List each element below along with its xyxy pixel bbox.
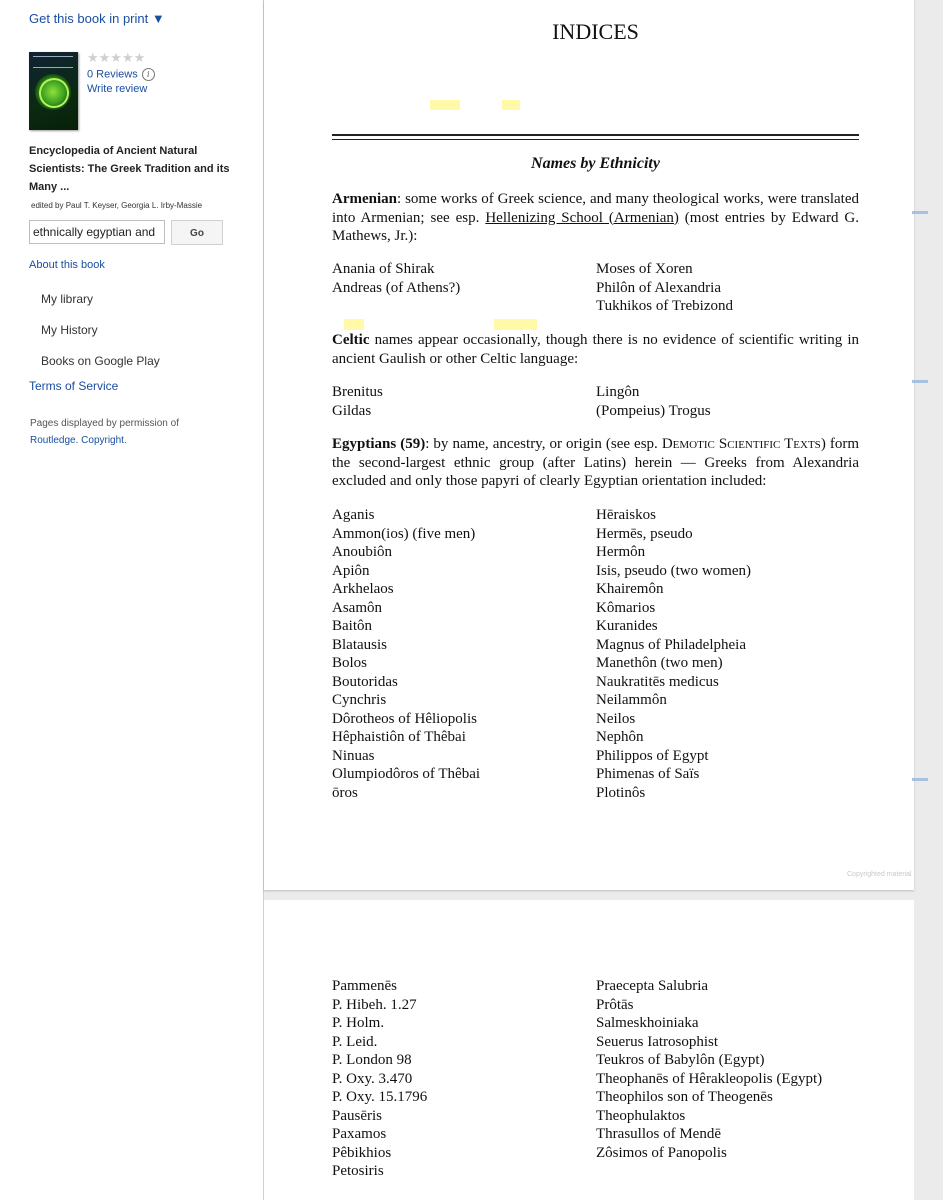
name-entry: P. Oxy. 15.1796	[332, 1089, 428, 1105]
name-entry: Aganis	[332, 507, 375, 523]
name-entry: Phimenas of Saïs	[596, 766, 700, 782]
get-book-in-print-link[interactable]: Get this book in print ▼	[29, 11, 165, 26]
reviews-row	[87, 68, 155, 81]
name-entry: Plotinôs	[596, 784, 646, 801]
armenian-paragraph: Armenian: some works of Greek science, and many theological works, were translated into Armenian; see esp. Hellenizing School (Armenian) (most entries by Edward G. Mathews, Jr.):	[332, 191, 859, 244]
reviews-link[interactable]: 0 Reviews	[87, 68, 138, 81]
name-entry: Ninuas	[332, 747, 375, 764]
divider	[332, 139, 859, 140]
book-cover-thumbnail[interactable]	[29, 52, 78, 130]
permission-notice: Pages displayed by permission of Routledge. Copyright.	[30, 418, 179, 446]
name-entry: Apiôn	[332, 562, 370, 579]
name-entry: Teukros of Babylôn (Egypt)	[596, 1052, 765, 1068]
name-entry: Nephôn	[596, 729, 644, 745]
section-heading: Names by Ethnicity	[531, 155, 660, 172]
name-entry: Anoubiôn	[332, 544, 392, 560]
name-entry: Theophanēs of Hêrakleopolis (Egypt)	[596, 1070, 823, 1087]
egyptian-names-left	[332, 506, 480, 802]
name-entry: Tukhikos of Trebizond	[596, 298, 733, 314]
book-page	[264, 0, 914, 890]
armenian-names-right	[596, 260, 733, 316]
name-entry: Prôtās	[596, 996, 634, 1013]
scroll-marker[interactable]	[912, 380, 928, 383]
name-entry: ōros	[332, 784, 358, 801]
publisher-link[interactable]: Routledge	[30, 435, 76, 446]
scroll-marker[interactable]	[912, 778, 928, 781]
write-review-link[interactable]: Write review	[87, 83, 148, 95]
about-this-book-link[interactable]: About this book	[29, 259, 105, 271]
name-entry: P. London 98	[332, 1052, 412, 1068]
name-entry: Moses of Xoren	[596, 261, 693, 277]
name-entry: Hermôn	[596, 544, 646, 560]
celtic-names-right	[596, 383, 711, 420]
permission-text: Pages displayed by permission of	[30, 418, 179, 429]
name-entry: Philôn of Alexandria	[596, 279, 721, 296]
name-entry: Boutoridas	[332, 673, 398, 690]
name-entry: Andreas (of Athens?)	[332, 279, 461, 296]
name-entry: Blatausis	[332, 636, 387, 653]
name-entry: Neilos	[596, 710, 636, 727]
name-entry: Olumpiodôros of Thêbai	[332, 766, 481, 782]
name-entry: Salmeskhoiniaka	[596, 1015, 699, 1031]
name-entry: P. Leid.	[332, 1033, 378, 1050]
sidebar	[0, 0, 263, 1200]
celtic-names-left	[332, 383, 383, 420]
egyptians-paragraph: Egyptians (59): by name, ancestry, or origin (see esp. Demotic Scientific Texts) form the second-largest ethnic group (after Latins) herein — Greeks from Alexandria excluded and only those papyri of clearly Egyptian orientation included:	[332, 436, 859, 489]
copyright-link[interactable]: Copyright	[81, 435, 124, 446]
book-page	[264, 900, 914, 1200]
name-entry: Naukratitēs medicus	[596, 673, 719, 690]
name-entry: Lingôn	[596, 384, 640, 400]
name-entry: Ammon(ios) (five men)	[332, 525, 476, 542]
name-entry: Khairemôn	[596, 581, 664, 597]
terms-of-service-link[interactable]: Terms of Service	[29, 379, 119, 393]
name-entry: Zôsimos of Panopolis	[596, 1144, 727, 1161]
celtic-paragraph: Celtic names appear occasionally, though there is no evidence of scientific writing in ancient Gaulish or other Celtic language:	[332, 332, 859, 367]
name-entry: Bolos	[332, 655, 368, 671]
rating-stars: ★★★★★	[87, 50, 146, 65]
search-in-book-input[interactable]	[29, 220, 165, 244]
name-entry: Baitôn	[332, 618, 372, 634]
name-entry: Philippos of Egypt	[596, 747, 709, 764]
name-entry: Hêphaistiôn of Thêbai	[332, 729, 466, 745]
name-entry: Kômarios	[596, 599, 656, 616]
name-entry: Arkhelaos	[332, 581, 394, 597]
search-highlight	[494, 319, 537, 330]
nav-books-on-google-play[interactable]: Books on Google Play	[41, 354, 160, 368]
page-heading: INDICES	[552, 19, 639, 44]
name-entry: Manethôn (two men)	[596, 655, 723, 671]
search-highlight	[430, 100, 460, 110]
name-entry: Gildas	[332, 402, 372, 419]
egyptian-names-right	[596, 506, 751, 802]
name-entry: Praecepta Salubria	[596, 978, 709, 994]
name-entry: Cynchris	[332, 692, 387, 708]
name-entry: Pêbikhios	[332, 1144, 392, 1161]
name-entry: P. Holm.	[332, 1015, 385, 1031]
go-button[interactable]: Go	[171, 220, 223, 245]
name-entry: Magnus of Philadelpheia	[596, 636, 746, 653]
name-entry: Dôrotheos of Hêliopolis	[332, 710, 477, 727]
name-entry: Neilammôn	[596, 692, 667, 708]
name-entry: Seuerus Iatrosophist	[596, 1033, 719, 1050]
info-icon[interactable]: i	[142, 68, 155, 81]
book-title: Encyclopedia of Ancient Natural Scientists: The Greek Tradition and its Many ...	[29, 145, 230, 193]
name-entry: Kuranides	[596, 618, 658, 634]
search-highlight	[344, 319, 364, 330]
name-entry: Anania of Shirak	[332, 261, 435, 277]
nav-my-library[interactable]: My library	[41, 292, 94, 306]
hellenizing-school-link: Hellenizing School (Armenian)	[485, 209, 679, 226]
name-entry: Theophulaktos	[596, 1107, 686, 1124]
book-viewer[interactable]	[263, 0, 943, 1200]
name-entry: Pammenēs	[332, 978, 397, 994]
name-entry: Pausēris	[332, 1107, 382, 1124]
egyptian-names-right-cont	[596, 977, 822, 1162]
book-authors: edited by Paul T. Keyser, Georgia L. Irby-Massie	[31, 201, 203, 210]
nav-my-history[interactable]: My History	[41, 323, 98, 337]
name-entry: Hēraiskos	[596, 507, 656, 523]
name-entry: P. Oxy. 3.470	[332, 1070, 413, 1087]
name-entry: Hermēs, pseudo	[596, 525, 693, 542]
egyptian-names-left-cont	[332, 977, 427, 1181]
divider	[332, 134, 859, 136]
name-entry: Thrasullos of Mendē	[596, 1126, 721, 1142]
copyright-watermark: Copyrighted material	[847, 871, 912, 878]
name-entry: Petosiris	[332, 1163, 384, 1179]
name-entry: Brenitus	[332, 384, 383, 400]
name-entry: Paxamos	[332, 1126, 387, 1142]
name-entry: Theophilos son of Theogenēs	[596, 1089, 773, 1105]
name-entry: P. Hibeh. 1.27	[332, 996, 417, 1013]
search-highlight	[502, 100, 520, 110]
scroll-marker[interactable]	[912, 211, 928, 214]
armenian-names-left	[332, 260, 460, 297]
name-entry: (Pompeius) Trogus	[596, 402, 711, 419]
name-entry: Asamôn	[332, 599, 382, 616]
name-entry: Isis, pseudo (two women)	[596, 562, 751, 579]
